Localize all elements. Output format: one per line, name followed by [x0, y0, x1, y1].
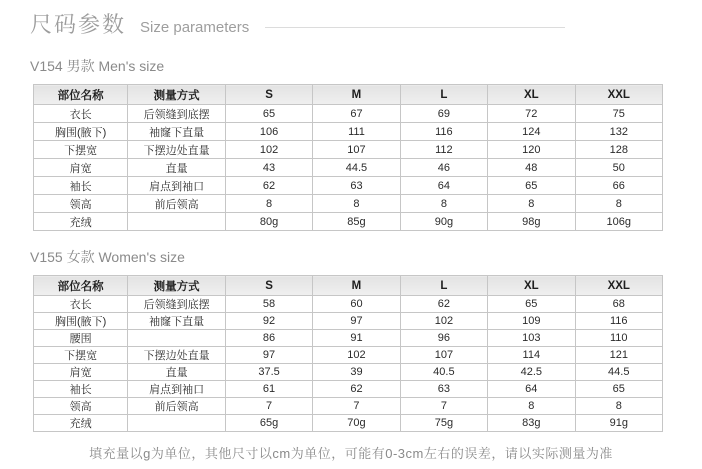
size-value-cell: 7	[400, 398, 487, 415]
size-value-cell: 62	[225, 177, 312, 195]
size-value-cell: 110	[575, 330, 662, 347]
method-cell: 下摆边处直量	[128, 141, 225, 159]
column-header: 测量方式	[128, 85, 225, 105]
size-value-cell: 65	[488, 296, 575, 313]
table-row	[34, 177, 663, 195]
size-value-cell: 44.5	[313, 159, 400, 177]
size-value-cell: 85g	[313, 213, 400, 231]
part-name-cell: 袖长	[34, 381, 128, 398]
method-cell: 袖窿下直量	[128, 123, 225, 141]
size-value-cell: 65g	[225, 415, 312, 432]
size-value-cell: 64	[400, 177, 487, 195]
part-name-cell: 衣长	[34, 105, 128, 123]
part-name-cell: 充绒	[34, 213, 128, 231]
size-value-cell: 46	[400, 159, 487, 177]
size-value-cell: 132	[575, 123, 662, 141]
size-value-cell: 48	[488, 159, 575, 177]
size-value-cell: 106g	[575, 213, 662, 231]
column-header: XL	[488, 85, 575, 105]
size-value-cell: 91	[313, 330, 400, 347]
size-value-cell: 86	[225, 330, 312, 347]
size-value-cell: 107	[400, 347, 487, 364]
mens-section-title: V154 男款 Men's size	[30, 58, 165, 74]
column-header: M	[313, 85, 400, 105]
size-value-cell: 8	[575, 398, 662, 415]
size-value-cell: 92	[225, 313, 312, 330]
column-header: S	[225, 85, 312, 105]
size-value-cell: 8	[575, 195, 662, 213]
size-value-cell: 66	[575, 177, 662, 195]
size-value-cell: 64	[488, 381, 575, 398]
part-name-cell: 下摆宽	[34, 141, 128, 159]
size-value-cell: 62	[400, 296, 487, 313]
column-header: XXL	[575, 276, 662, 296]
size-value-cell: 97	[225, 347, 312, 364]
size-value-cell: 8	[400, 195, 487, 213]
size-value-cell: 109	[488, 313, 575, 330]
size-value-cell: 102	[225, 141, 312, 159]
size-value-cell: 58	[225, 296, 312, 313]
part-name-cell: 领高	[34, 398, 128, 415]
size-value-cell: 69	[400, 105, 487, 123]
column-header: M	[313, 276, 400, 296]
column-header: L	[400, 85, 487, 105]
size-value-cell: 90g	[400, 213, 487, 231]
size-value-cell: 8	[225, 195, 312, 213]
part-name-cell: 衣长	[34, 296, 128, 313]
table-row	[34, 415, 663, 432]
part-name-cell: 袖长	[34, 177, 128, 195]
mens-size-table	[33, 84, 663, 231]
size-value-cell: 50	[575, 159, 662, 177]
size-value-cell: 83g	[488, 415, 575, 432]
size-value-cell: 106	[225, 123, 312, 141]
table-row	[34, 195, 663, 213]
size-value-cell: 72	[488, 105, 575, 123]
size-value-cell: 96	[400, 330, 487, 347]
method-cell: 肩点到袖口	[128, 177, 225, 195]
womens-section-title: V155 女款 Women's size	[30, 249, 185, 265]
table-row	[34, 313, 663, 330]
size-value-cell: 63	[400, 381, 487, 398]
column-header: 部位名称	[34, 276, 128, 296]
size-value-cell: 60	[313, 296, 400, 313]
womens-table-header-row	[34, 276, 663, 296]
method-cell: 肩点到袖口	[128, 381, 225, 398]
part-name-cell: 肩宽	[34, 159, 128, 177]
size-value-cell: 65	[225, 105, 312, 123]
method-cell	[128, 213, 225, 231]
size-value-cell: 91g	[575, 415, 662, 432]
size-value-cell: 80g	[225, 213, 312, 231]
table-row	[34, 213, 663, 231]
method-cell: 后领缝到底摆	[128, 296, 225, 313]
size-value-cell: 112	[400, 141, 487, 159]
size-value-cell: 65	[488, 177, 575, 195]
part-name-cell: 肩宽	[34, 364, 128, 381]
size-value-cell: 8	[488, 195, 575, 213]
table-row	[34, 364, 663, 381]
size-value-cell: 7	[225, 398, 312, 415]
page-header	[0, 0, 702, 39]
size-value-cell: 75	[575, 105, 662, 123]
size-value-cell: 65	[575, 381, 662, 398]
size-value-cell: 8	[313, 195, 400, 213]
size-value-cell: 97	[313, 313, 400, 330]
size-value-cell: 128	[575, 141, 662, 159]
part-name-cell: 下摆宽	[34, 347, 128, 364]
table-row	[34, 123, 663, 141]
size-value-cell: 111	[313, 123, 400, 141]
column-header: 测量方式	[128, 276, 225, 296]
size-value-cell: 116	[400, 123, 487, 141]
method-cell: 前后领高	[128, 398, 225, 415]
size-value-cell: 68	[575, 296, 662, 313]
table-row	[34, 398, 663, 415]
method-cell	[128, 330, 225, 347]
method-cell: 后领缝到底摆	[128, 105, 225, 123]
measurement-disclaimer-note: 填充量以g为单位，其他尺寸以cm为单位，可能有0-3cm左右的误差，请以实际测量为准	[89, 446, 613, 461]
size-value-cell: 103	[488, 330, 575, 347]
part-name-cell: 腰围	[34, 330, 128, 347]
part-name-cell: 胸围(腋下)	[34, 123, 128, 141]
part-name-cell: 领高	[34, 195, 128, 213]
size-value-cell: 114	[488, 347, 575, 364]
size-value-cell: 67	[313, 105, 400, 123]
table-row	[34, 141, 663, 159]
method-cell: 直量	[128, 159, 225, 177]
size-value-cell: 102	[313, 347, 400, 364]
size-value-cell: 42.5	[488, 364, 575, 381]
womens-size-table	[33, 275, 663, 432]
size-value-cell: 120	[488, 141, 575, 159]
size-value-cell: 37.5	[225, 364, 312, 381]
table-row	[34, 381, 663, 398]
table-row	[34, 105, 663, 123]
method-cell	[128, 415, 225, 432]
size-value-cell: 7	[313, 398, 400, 415]
column-header: S	[225, 276, 312, 296]
size-value-cell: 121	[575, 347, 662, 364]
size-value-cell: 116	[575, 313, 662, 330]
size-value-cell: 39	[313, 364, 400, 381]
size-value-cell: 44.5	[575, 364, 662, 381]
table-row	[34, 159, 663, 177]
size-value-cell: 75g	[400, 415, 487, 432]
page-title-en: Size parameters	[140, 19, 250, 36]
column-header: XXL	[575, 85, 662, 105]
size-value-cell: 63	[313, 177, 400, 195]
table-row	[34, 296, 663, 313]
table-row	[34, 347, 663, 364]
method-cell: 直量	[128, 364, 225, 381]
method-cell: 前后领高	[128, 195, 225, 213]
size-value-cell: 40.5	[400, 364, 487, 381]
size-value-cell: 107	[313, 141, 400, 159]
size-value-cell: 102	[400, 313, 487, 330]
size-value-cell: 62	[313, 381, 400, 398]
size-value-cell: 98g	[488, 213, 575, 231]
size-value-cell: 124	[488, 123, 575, 141]
size-value-cell: 43	[225, 159, 312, 177]
column-header: L	[400, 276, 487, 296]
size-value-cell: 8	[488, 398, 575, 415]
part-name-cell: 胸围(腋下)	[34, 313, 128, 330]
header-divider-line	[265, 27, 565, 28]
table-row	[34, 330, 663, 347]
mens-table-header-row	[34, 85, 663, 105]
size-value-cell: 70g	[313, 415, 400, 432]
size-value-cell: 61	[225, 381, 312, 398]
part-name-cell: 充绒	[34, 415, 128, 432]
method-cell: 下摆边处直量	[128, 347, 225, 364]
column-header: XL	[488, 276, 575, 296]
page-title: 尺码参数	[30, 12, 127, 37]
method-cell: 袖窿下直量	[128, 313, 225, 330]
column-header: 部位名称	[34, 85, 128, 105]
